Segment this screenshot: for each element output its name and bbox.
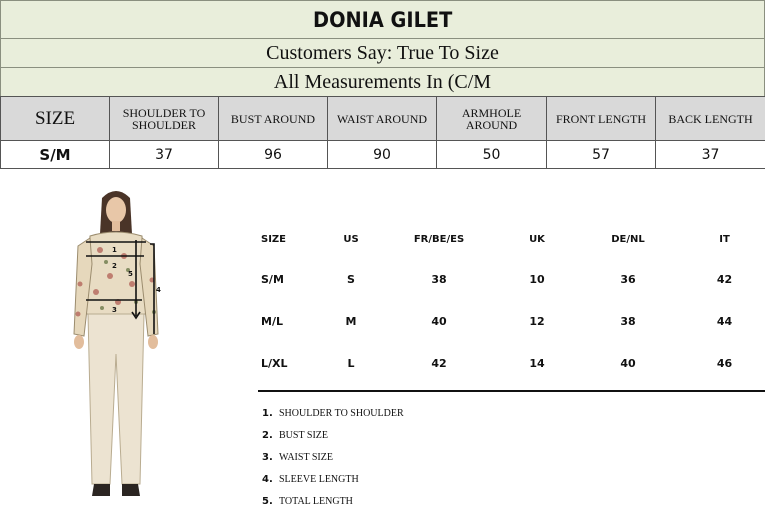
figure-marker-5: 5 (128, 270, 133, 278)
conv-cell: S/M (261, 272, 284, 286)
measurement-header-row (1, 97, 765, 141)
table-row (258, 342, 765, 384)
fit-note: Customers Say: True To Size (266, 41, 499, 64)
conv-header-it: IT (719, 233, 730, 245)
header-size: SIZE (1, 97, 110, 141)
table-row (258, 300, 765, 342)
conv-cell: 42 (431, 356, 447, 370)
cell-bust: 96 (219, 141, 328, 169)
legend-label: WAIST SIZE (279, 451, 333, 463)
cell-waist: 90 (328, 141, 437, 169)
model-figure (66, 184, 166, 516)
conv-cell: 42 (716, 272, 733, 286)
legend-number: 5. (262, 495, 273, 507)
conv-header-us: US (343, 233, 359, 245)
legend-item (262, 402, 404, 424)
cell-front-length: 57 (547, 141, 656, 169)
legend-item (262, 490, 404, 512)
title-banner (0, 0, 765, 39)
conv-cell: M/L (261, 314, 283, 328)
cell-back-length: 37 (656, 141, 765, 169)
conv-header-uk: UK (529, 233, 545, 245)
legend-number: 3. (262, 451, 273, 463)
size-conversion-table (258, 220, 765, 384)
header-front-length: FRONT LENGTH (547, 97, 656, 141)
conversion-divider (258, 390, 765, 392)
header-waist: WAIST AROUND (328, 97, 437, 141)
legend-number: 2. (262, 429, 273, 441)
conv-cell: 40 (620, 356, 636, 370)
figure-marker-1: 1 (112, 246, 117, 254)
conversion-header-row (258, 220, 765, 258)
cell-shoulder: 37 (110, 141, 219, 169)
legend-number: 4. (262, 473, 273, 485)
cell-armhole: 50 (437, 141, 547, 169)
legend-label: TOTAL LENGTH (279, 495, 353, 507)
subtitle-banner (0, 38, 765, 68)
legend-label: BUST SIZE (279, 429, 328, 441)
measurement-legend (262, 402, 404, 512)
conv-cell: 46 (716, 356, 733, 370)
table-row (258, 258, 765, 300)
brand-title: DONIA GILET (312, 7, 453, 32)
conv-cell: 36 (620, 272, 636, 286)
legend-label: SHOULDER TO SHOULDER (279, 407, 404, 419)
conv-cell: 10 (529, 272, 545, 286)
conv-cell: 38 (620, 314, 636, 328)
header-armhole: ARMHOLE AROUND (437, 97, 547, 141)
header-shoulder: SHOULDER TO SHOULDER (110, 97, 219, 141)
conv-header-de: DE/NL (611, 233, 645, 245)
cell-size: S/M (1, 141, 110, 169)
header-bust: BUST AROUND (219, 97, 328, 141)
measurement-table (0, 96, 765, 169)
legend-item (262, 446, 404, 468)
units-note: All Measurements In (C/M (273, 70, 492, 93)
conv-header-fr: FR/BE/ES (413, 233, 465, 245)
conv-cell: M (345, 314, 357, 328)
model-illustration (66, 184, 166, 516)
figure-marker-3: 3 (112, 306, 117, 314)
conv-cell: S (347, 272, 355, 286)
conv-cell: 44 (716, 314, 733, 328)
legend-label: SLEEVE LENGTH (279, 473, 359, 485)
units-banner (0, 67, 765, 97)
conv-header-size: SIZE (261, 233, 287, 245)
legend-item (262, 468, 404, 490)
header-back-length: BACK LENGTH (656, 97, 765, 141)
legend-number: 1. (262, 407, 273, 419)
conv-cell: 38 (431, 272, 447, 286)
legend-item (262, 424, 404, 446)
conv-cell: L (347, 356, 355, 370)
table-row (1, 141, 765, 169)
conv-cell: 14 (529, 356, 545, 370)
conv-cell: 12 (529, 314, 545, 328)
conv-cell: L/XL (261, 356, 288, 370)
conv-cell: 40 (431, 314, 447, 328)
figure-marker-2: 2 (112, 262, 117, 270)
figure-marker-4: 4 (156, 286, 161, 294)
